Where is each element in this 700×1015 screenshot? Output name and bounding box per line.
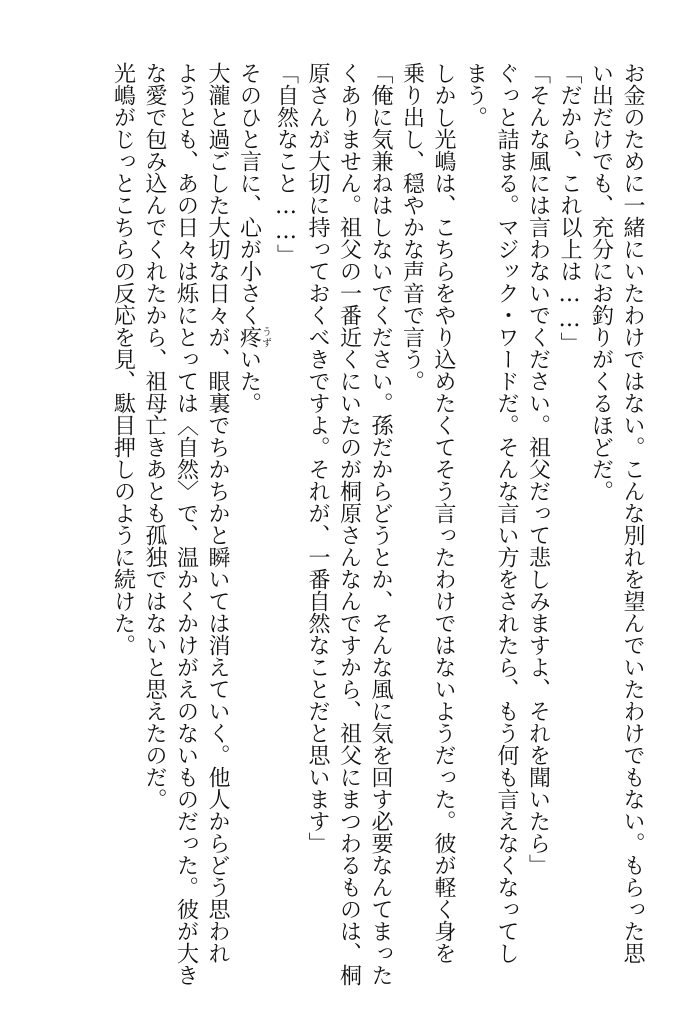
text-line-7: しかし光嶋は、こちらをやり込めたくてそう言ったわけではないようだった。彼が軽く身を xyxy=(431,62,456,964)
text-line-4: 「そんな風には言わないでください。祖父だって悲しみますよ、それを聞いたら」 xyxy=(525,62,551,876)
text-line-5: ぐっと詰まる。マジック・ワードだ。そんな言い方をされたら、もう何も言えなくなってし xyxy=(494,62,519,964)
ruby-word xyxy=(236,326,271,348)
text-line-13-after: いた。 xyxy=(236,348,262,414)
vertical-text-body xyxy=(107,62,648,986)
text-line-15: ようとも、あの日々は烁にとっては〈自然〉で、温かくかけがえのないものだった。彼が大き xyxy=(173,62,199,986)
text-line-1: お金のために一緒にいたわけではない。こんな別れを望んでいたわけでもない。もらった思 xyxy=(620,62,645,964)
text-line-16: な愛で包み込んでくれたから、祖母亡きあとも孤独ではないと思えたのだ。 xyxy=(142,62,167,810)
text-line-17: 光嶋がじっとこちらの反応を見、駄目押しのように続けた。 xyxy=(110,62,136,656)
text-line-13 xyxy=(233,62,270,982)
text-line-10: くありません。祖父の一番近くにいたのが桐原さんなんですから、祖父にまつわるものは、桐 xyxy=(336,62,362,986)
ruby-base: 疼 xyxy=(236,326,262,348)
text-line-11: 原さんが大切に持っておくべきですよ。それが、一番自然なことだと思います」 xyxy=(305,62,330,854)
ruby-reading: うず xyxy=(259,326,271,348)
text-line-2: い出だけでも、充分にお釣りがくるほどだ。 xyxy=(588,62,614,502)
text-line-8: 乗り出し、穏やかな声音で言う。 xyxy=(399,62,425,392)
text-line-14: 大瀧と過ごした大切な日々が、眼裏でちかちかと瞬いては消えていく。他人からどう思われ xyxy=(205,62,230,964)
text-line-13-before: そのひと言に、心が小さく xyxy=(236,62,262,326)
text-line-3: 「だから、これ以上は……」 xyxy=(557,62,582,354)
text-line-6: まう。 xyxy=(462,62,488,128)
text-line-9: 「俺に気兼ねはしないでください。孫だからどうとか、そんな風に気を回す必要なんてまった xyxy=(368,62,393,986)
text-line-12: 「自然なこと……」 xyxy=(273,62,299,266)
